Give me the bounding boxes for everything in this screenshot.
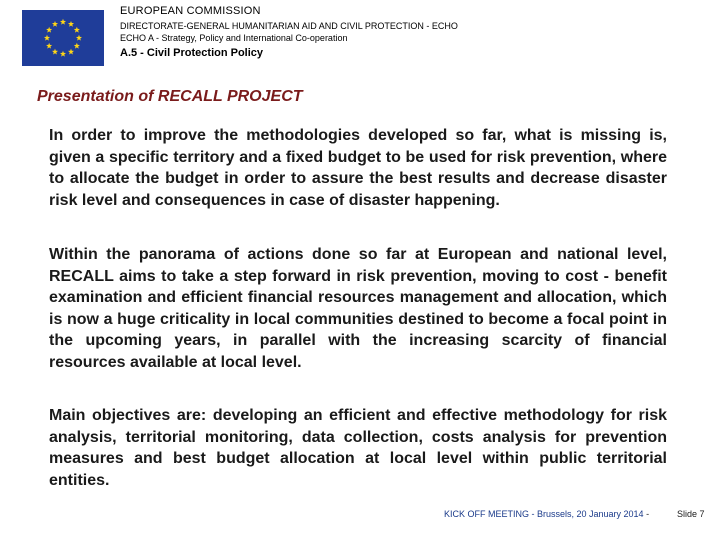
footer-meeting-text: KICK OFF MEETING - Brussels, 20 January 2014 <box>444 509 644 519</box>
footer-separator: - <box>646 509 650 519</box>
paragraph-panorama: Within the panorama of actions done so far at European and national level, RECALL aims to take a step forward in risk prevention, moving to cost - benefit examination and efficient financial resources management and allocation, which is now a huge criticality in local communities destined to become a focal point in the upcoming years, in parallel with the increasing scarcity of financial resources available at local level. <box>49 246 667 371</box>
slide-title: Presentation of RECALL PROJECT <box>37 88 303 105</box>
eu-flag-logo <box>22 10 104 66</box>
paragraph-intro: In order to improve the methodologies developed so far, what is missing is, given a specific territory and a fixed budget to be used for risk prevention, where to allocate the budget in order to assure the best results and decrease disaster risk level and consequences in case of disaster happening. <box>49 127 667 209</box>
paragraph-objectives: Main objectives are: developing an efficient and effective methodology for risk analysis, territorial monitoring, data collection, costs analysis for prevention measures and best budget allocation at local level within public territorial entities. <box>49 407 667 489</box>
policy-name: A.5 - Civil Protection Policy <box>120 47 264 59</box>
header <box>120 4 600 60</box>
directorate-name: DIRECTORATE-GENERAL HUMANITARIAN AID AND CIVIL PROTECTION - ECHO <box>120 21 458 31</box>
slide-number: Slide 7 <box>677 509 705 519</box>
footer-meeting <box>444 508 649 520</box>
unit-name: ECHO A - Strategy, Policy and International Co-operation <box>120 33 348 43</box>
organization-name: EUROPEAN COMMISSION <box>120 5 261 17</box>
eu-flag-icon <box>22 10 104 66</box>
